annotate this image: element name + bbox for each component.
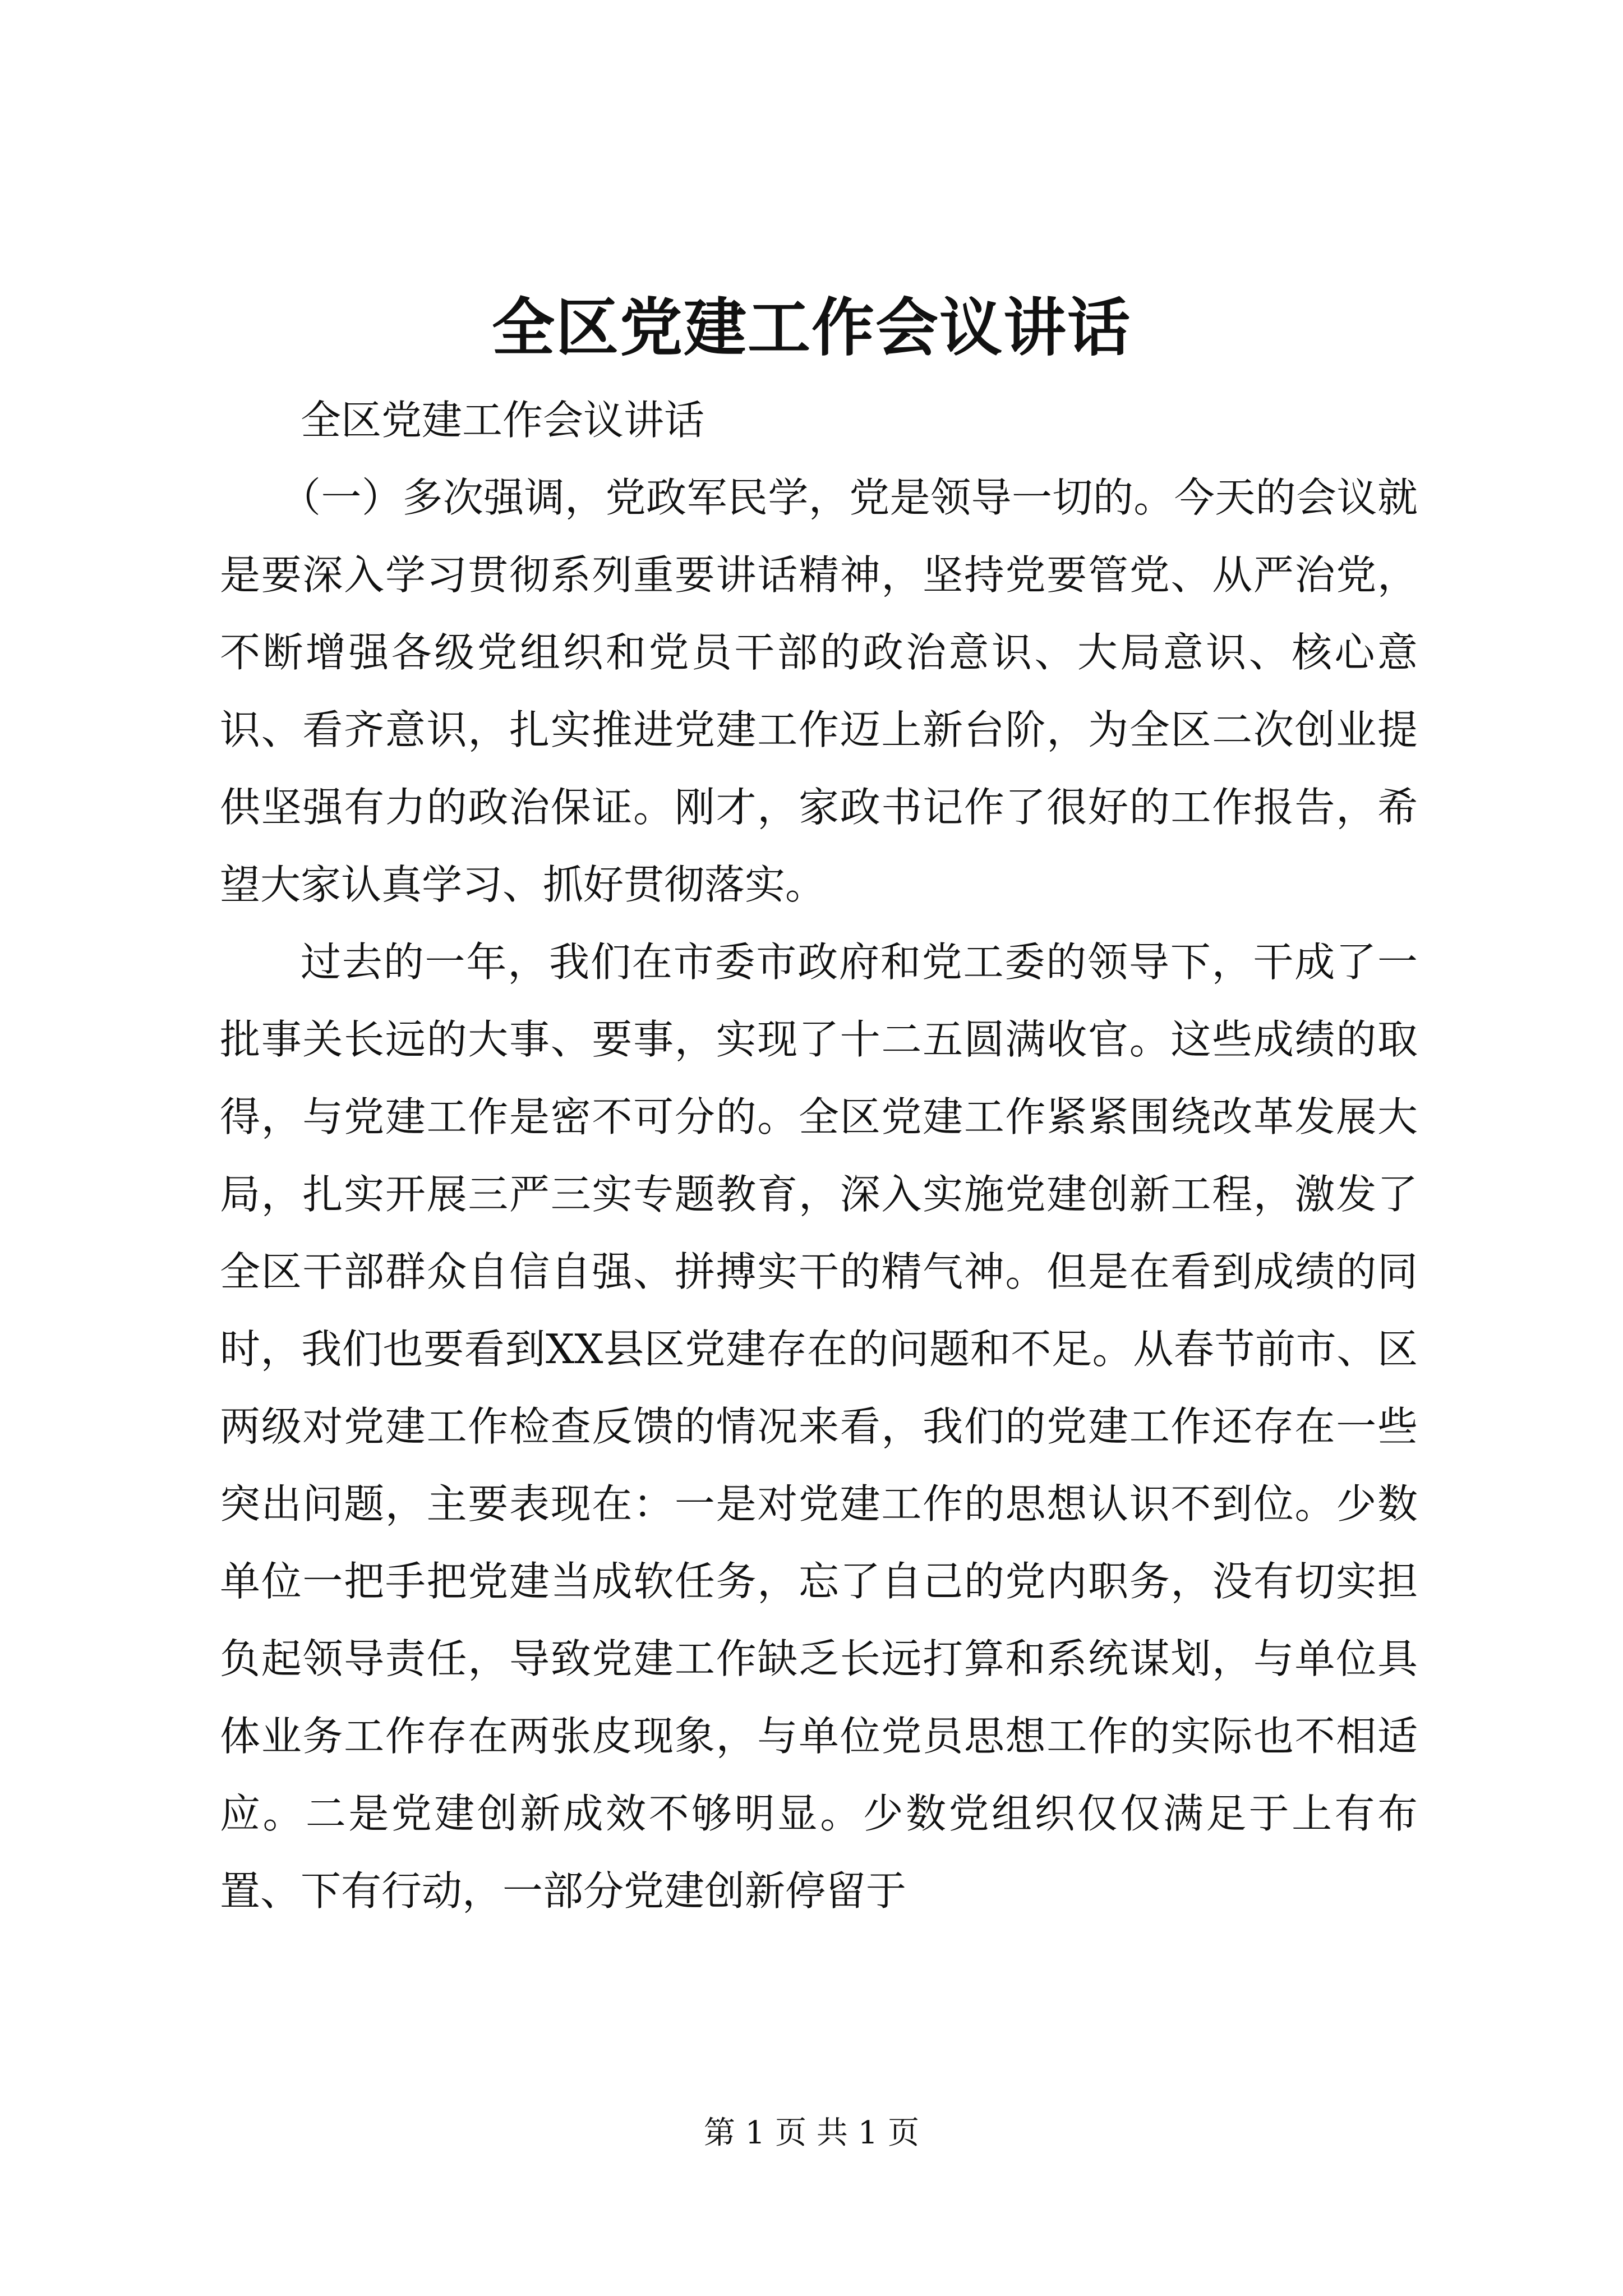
- document-title: 全区党建工作会议讲话: [492, 291, 1131, 365]
- document-subtitle: 全区党建工作会议讲话: [301, 397, 705, 444]
- page-footer: 第 1 页 共 1 页: [703, 2115, 920, 2151]
- paragraph-1: （一）多次强调，党政军民学，党是领导一切的。今天的会议就是要深入学习贯彻系列重要讲话精神，坚持党要管党、从严治党，不断增强各级党组织和党员干部的政治意识、大局意识、核心意识、看齐意识，扎实推进党建工作迈上新台阶，为全区二次创业提供坚强有力的政治保证。刚才，家政书记作了很好的工作报告，希望大家认真学习、抓好贯彻落实。: [220, 474, 1418, 908]
- paragraph-2: 过去的一年，我们在市委市政府和党工委的领导下，干成了一批事关长远的大事、要事，实现了十二五圆满收官。这些成绩的取得，与党建工作是密不可分的。全区党建工作紧紧围绕改革发展大局，扎实开展三严三实专题教育，深入实施党建创新工程，激发了全区干部群众自信自强、拼搏实干的精气神。但是在看到成绩的同时，我们也要看到XX县区党建存在的问题和不足。从春节前市、区两级对党建工作检查反馈的情况来看，我们的党建工作还存在一些突出问题，主要表现在：一是对党建工作的思想认识不到位。少数单位一把手把党建当成软任务，忘了自己的党内职务，没有切实担负起领导责任，导致党建工作缺乏长远打算和系统谋划，与单位具体业务工作存在两张皮现象，与单位党员思想工作的实际也不相适应。二是党建创新成效不够明显。少数党组织仅仅满足于上有布置、下有行动，一部分党建创新停留于: [220, 938, 1418, 1915]
- document-body: [220, 381, 1418, 1930]
